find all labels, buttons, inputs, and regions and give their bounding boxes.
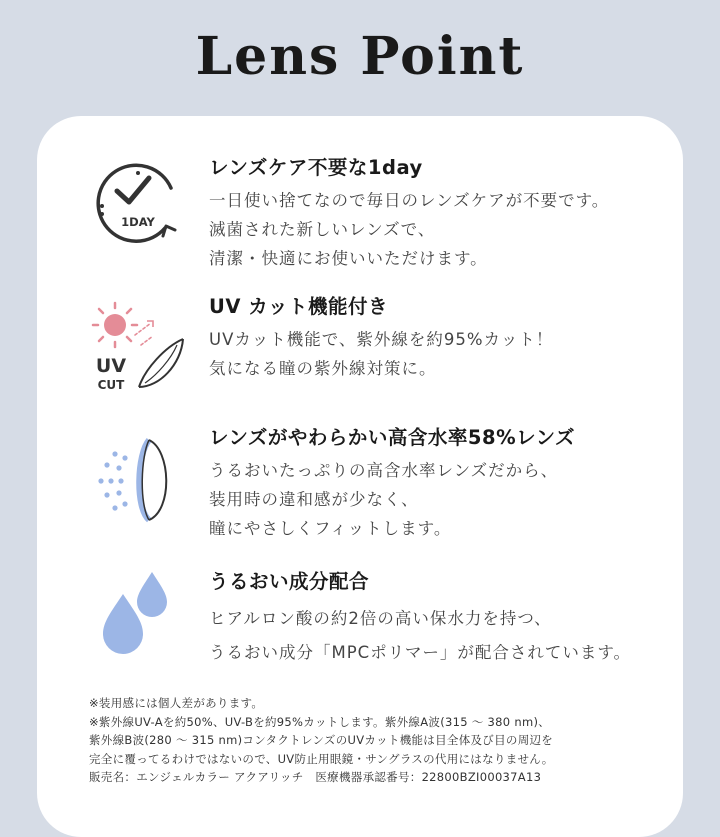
- feature-description: [209, 456, 558, 543]
- moist-lens-icon: [93, 430, 183, 530]
- page-title: Lens Point: [195, 26, 525, 87]
- feature-line: 清潔・快適にお使いいただけます。: [209, 249, 488, 268]
- feature-description: [209, 186, 609, 273]
- water-drops-icon: [99, 570, 179, 660]
- feature-line: うるおい成分「MPCポリマー」が配合されています。: [209, 643, 632, 662]
- feature-line: 滅菌された新しいレンズで、: [209, 220, 436, 239]
- feature-line: うるおいたっぷりの高含水率レンズだから、: [209, 461, 559, 480]
- note-line: ※装用感には個人差があります。: [89, 696, 264, 710]
- feature-title: うるおい成分配合: [209, 570, 370, 593]
- icon-uv-label: UV: [95, 355, 127, 377]
- lens-point-card: [37, 116, 683, 837]
- feature-title: レンズがやわらかい高含水率58%レンズ: [209, 426, 576, 449]
- icon-cut-label: CUT: [97, 378, 125, 392]
- feature-description: [209, 325, 553, 383]
- feature-line: ヒアルロン酸の約2倍の高い保水力を持つ、: [209, 609, 552, 628]
- feature-title: レンズケア不要な1day: [209, 156, 423, 179]
- disclaimer-notes: [89, 694, 669, 787]
- feature-line: UVカット機能で、紫外線を約95%カット！: [209, 330, 554, 349]
- uv-cut-icon: [87, 295, 197, 395]
- note-line: 紫外線B波(280 〜 315 nm)コンタクトレンズのUVカット機能は目全体及び目の周辺を: [89, 733, 554, 747]
- icon-1day-label: 1DAY: [121, 215, 155, 229]
- feature-description: [209, 602, 631, 670]
- clock-check-icon: [87, 156, 191, 248]
- feature-line: 装用時の違和感が少なく、: [209, 490, 419, 509]
- feature-title: UV カット機能付き: [209, 295, 389, 318]
- note-line: 販売名：エンジェルカラー アクアリッチ 医療機器承認番号：22800BZI00037A13: [89, 770, 542, 784]
- note-line: 完全に覆ってるわけではないので、UV防止用眼鏡・サングラスの代用にはなりません。: [89, 751, 554, 766]
- feature-line: 気になる瞳の紫外線対策に。: [209, 359, 437, 378]
- feature-line: 一日使い捨てなので毎日のレンズケアが不要です。: [209, 191, 610, 210]
- note-line: ※紫外線UV-Aを約50%、UV-Bを約95%カットします。紫外線A波(315 〜 380 nm)、: [89, 714, 551, 729]
- feature-line: 瞳にやさしくフィットします。: [209, 519, 452, 538]
